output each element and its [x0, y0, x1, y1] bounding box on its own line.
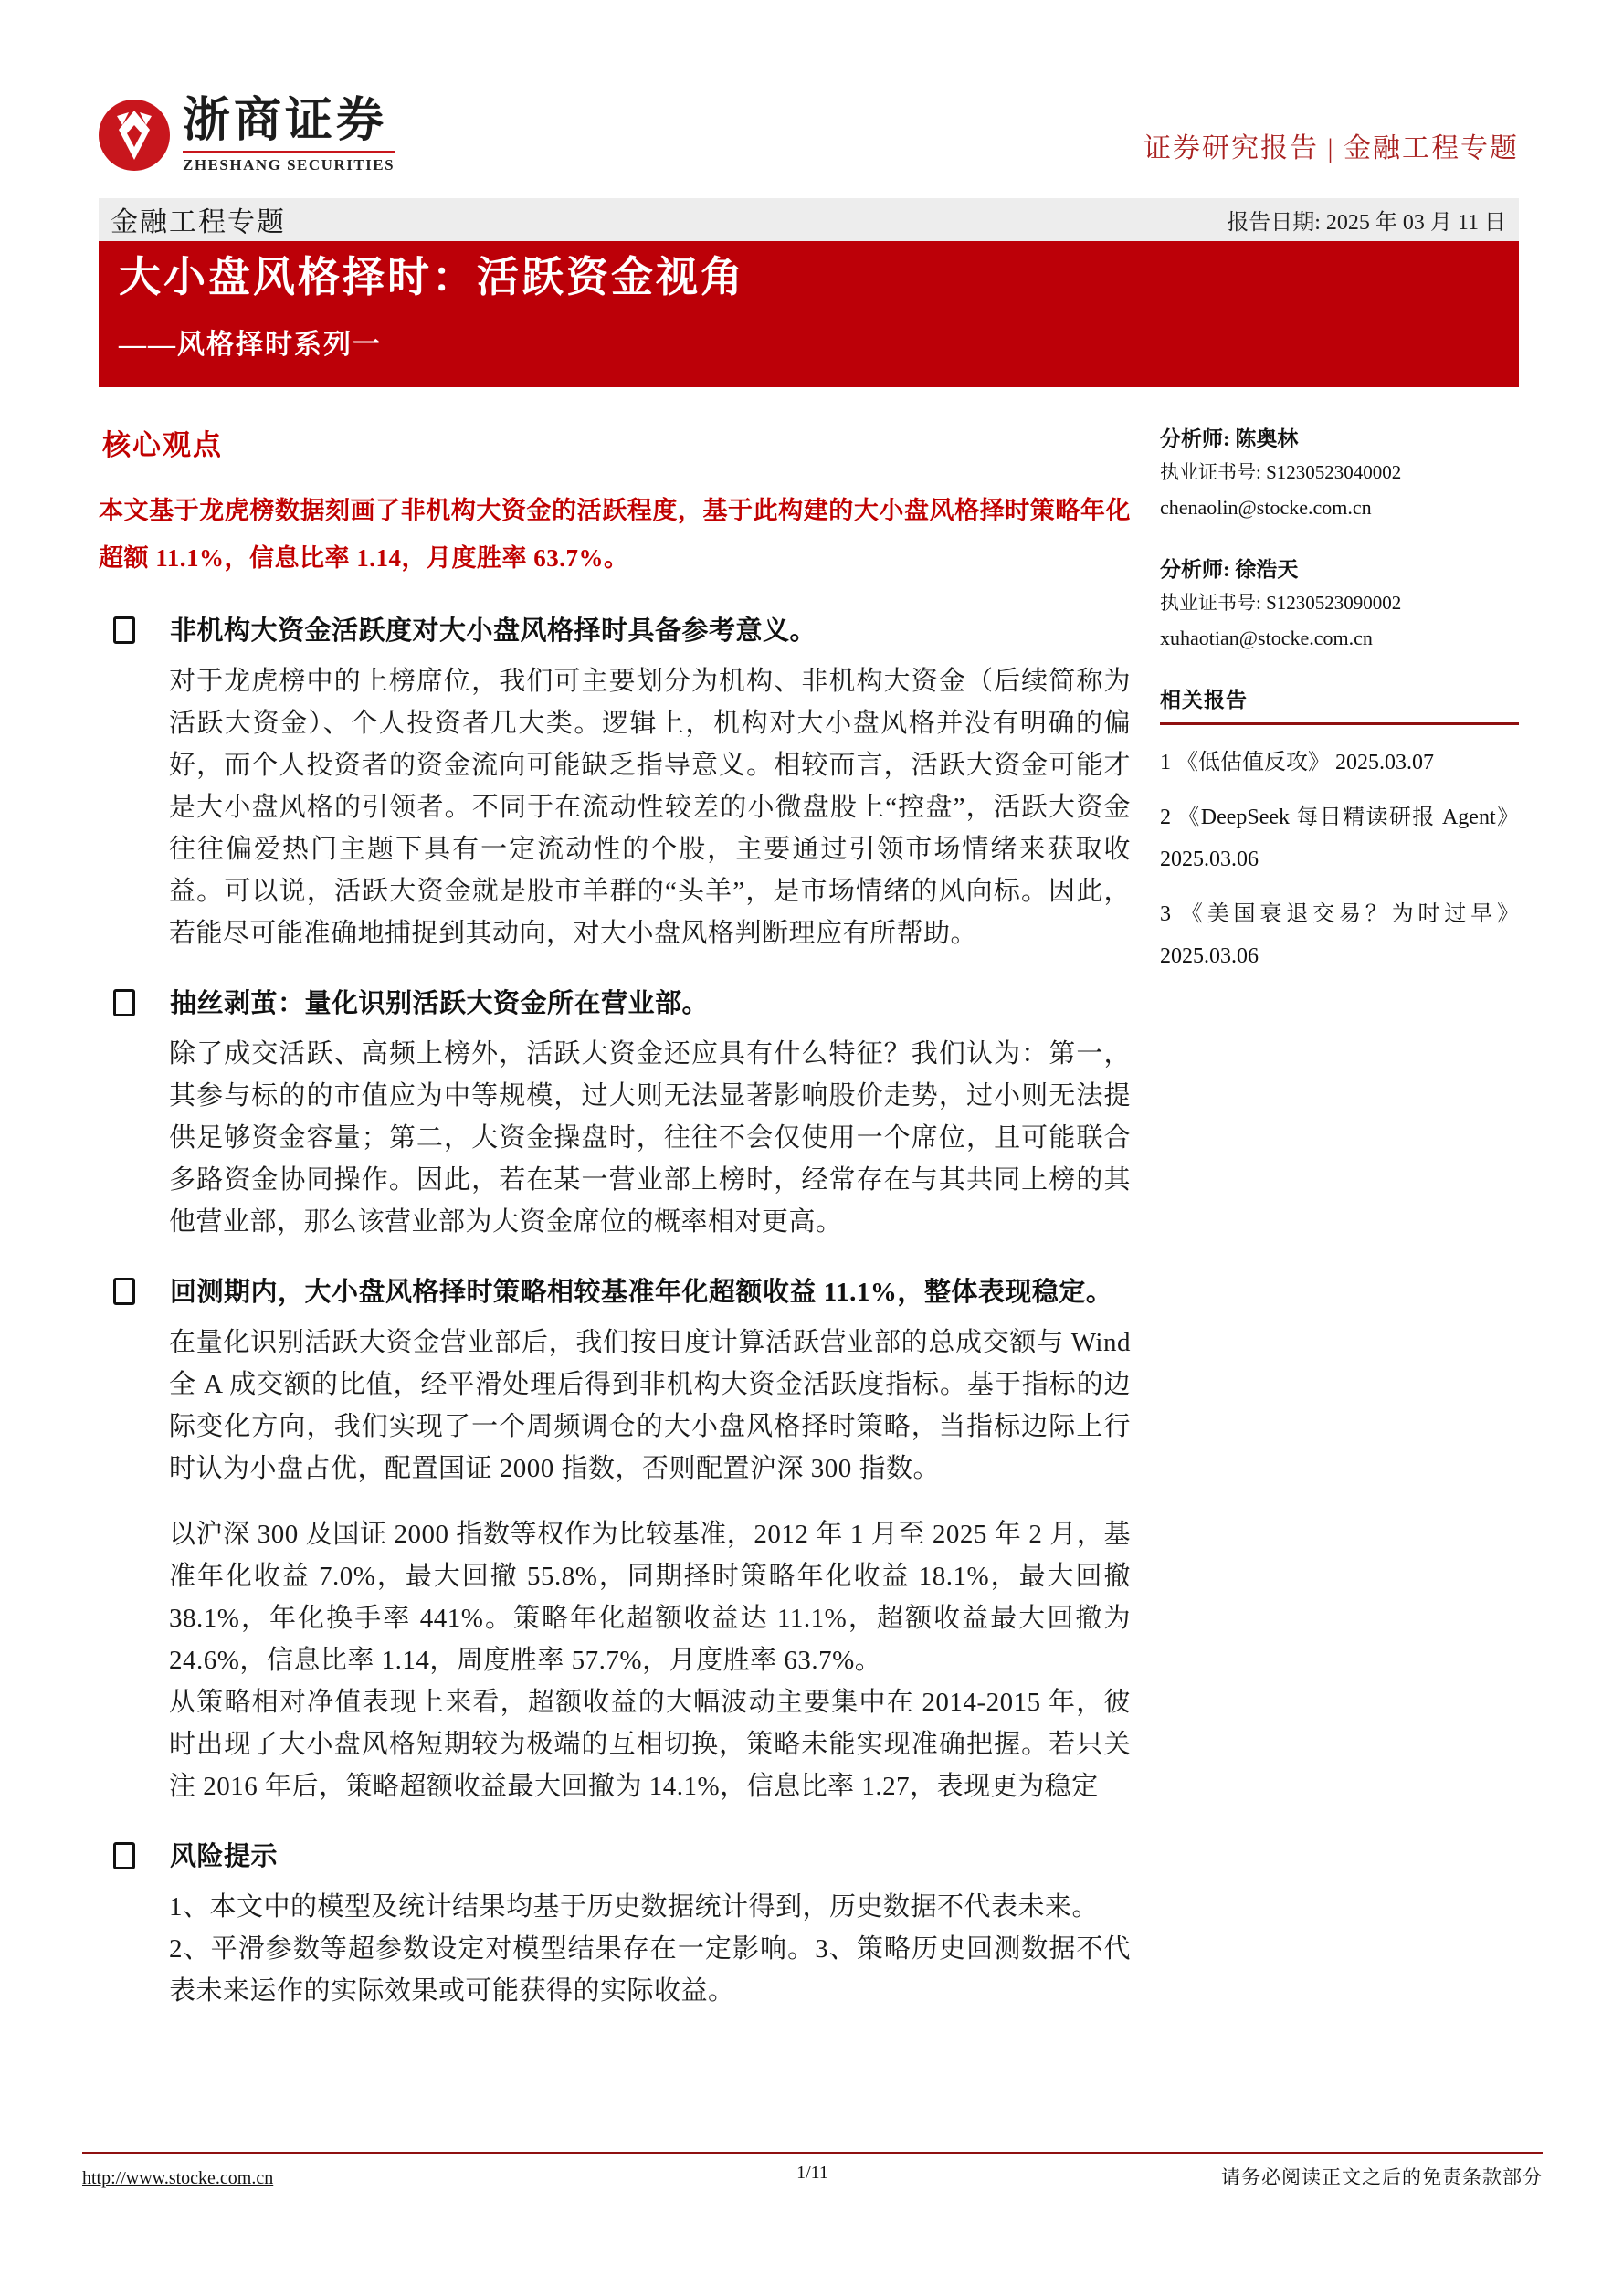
section-paragraph: 1、本文中的模型及统计结果均基于历史数据统计得到，历史数据不代表未来。 [169, 1891, 1100, 1922]
title-banner [99, 241, 1519, 387]
section-identification [99, 984, 1131, 1243]
logo-text [183, 97, 395, 174]
page-number: 1/11 [796, 2163, 828, 2183]
footer-disclaimer-text: 请务必阅读正文之后的免责条款部分 [1221, 2166, 1543, 2188]
main-columns [99, 422, 1519, 2012]
report-date: 报告日期: 2025 年 03 月 11 日 [1227, 210, 1506, 235]
related-report-link[interactable]: 2 《DeepSeek 每日精读研报 Agent》 2025.03.06 [1160, 805, 1519, 871]
core-summary-text: 本文基于龙虎榜数据刻画了非机构大资金的活跃程度，基于此构建的大小盘风格择时策略年化超额 11.1%，信息比率 1.14，月度胜率 63.7%。 [99, 496, 1131, 572]
logo-divider [183, 151, 395, 153]
section-heading: 非机构大资金活跃度对大小盘风格择时具备参考意义。 [170, 616, 817, 646]
zheshang-logo [99, 97, 395, 174]
section-paragraph: 从策略相对净值表现上来看，超额收益的大幅波动主要集中在 2014-2015 年，彼时出现了大小盘风格短期较为极端的互相切换，策略未能实现准确把握。若只关注 2016 年后，策略超额收益最大回撤为 14.1%，信息比率 1.27，表现更为稳定 [169, 1687, 1131, 1801]
section-paragraph: 在量化识别活跃大资金营业部后，我们按日度计算活跃营业部的总成交额与 Wind 全 A 成交额的比值，经平滑处理后得到非机构大资金活跃度指标。基于指标的边际变化方向，我们实现了一个周频调仓的大小盘风格择时策略，当指标边际上行时认为小盘占优，配置国证 2000 指数，否则配置沪深 300 指数。 [169, 1327, 1131, 1483]
section-activity-significance [99, 611, 1131, 954]
bullet-square-icon [113, 1842, 135, 1869]
section-paragraph: 以沪深 300 及国证 2000 指数等权作为比较基准，2012 年 1 月至 2025 年 2 月，基准年化收益 7.0%，最大回撤 55.8%，同期择时策略年化收益 18.1%，最大回撤 38.1%，年化换手率 441%。策略年化超额收益达 11.1%，超额收益最大回撤为 24.6%，信息比率 1.14，周度胜率 57.7%，月度胜率 63.7%。 [169, 1519, 1131, 1675]
analyst-cert-number: 执业证书号: S1230523040002 [1160, 460, 1402, 483]
related-report-link[interactable]: 3 《美国衰退交易？为时过早》 2025.03.06 [1160, 901, 1519, 968]
section-paragraph: 2、平滑参数等超参数设定对模型结果存在一定影响。3、策略历史回测数据不代表未来运作的实际效果或可能获得的实际收益。 [169, 1933, 1131, 2006]
section-heading: 风险提示 [170, 1841, 279, 1871]
analyst-email[interactable]: chenaolin@stocke.com.cn [1160, 495, 1372, 519]
analyst-block [1160, 553, 1519, 650]
report-type-label: 证券研究报告 | 金融工程专题 [1143, 132, 1519, 163]
core-views-column [99, 422, 1131, 2012]
section-heading: 抽丝剥茧：量化识别活跃大资金所在营业部。 [170, 988, 710, 1018]
analyst-block [1160, 422, 1519, 520]
section-heading-row [99, 611, 1131, 651]
category-label: 金融工程专题 [111, 207, 286, 238]
bullet-square-icon [113, 616, 135, 644]
analyst-name: 分析师: 徐浩天 [1160, 557, 1299, 581]
analyst-name: 分析师: 陈奥林 [1160, 427, 1299, 450]
bullet-square-icon [113, 1278, 135, 1305]
analyst-cert-number: 执业证书号: S1230523090002 [1160, 591, 1402, 614]
footer-website-link[interactable]: http://www.stocke.com.cn [82, 2168, 274, 2188]
category-band [99, 198, 1519, 241]
section-paragraph: 对于龙虎榜中的上榜席位，我们可主要划分为机构、非机构大资金（后续简称为活跃大资金）、个人投资者几大类。逻辑上，机构对大小盘风格并没有明确的偏好，而个人投资者的资金流向可能缺乏指导意义。相较而言，活跃大资金可能才是大小盘风格的引领者。不同于在流动性较差的小微盘股上“控盘”，活跃大资金往往偏爱热门主题下具有一定流动性的个股，主要通过引领市场情绪来获取收益。可以说，活跃大资金就是股市羊群的“头羊”，是市场情绪的风向标。因此，若能尽可能准确地捕捉到其动向，对大小盘风格判断理应有所帮助。 [169, 666, 1131, 948]
logo-cn-text: 浙商证券 [183, 95, 388, 147]
logo-en-text: ZHESHANG SECURITIES [183, 155, 395, 174]
sidebar-column [1160, 422, 1519, 2012]
report-title: 大小盘风格择时：活跃资金视角 [119, 253, 745, 300]
related-reports-heading: 相关报告 [1160, 683, 1519, 725]
bullet-square-icon [113, 989, 135, 1016]
section-backtest [99, 1272, 1131, 1807]
section-paragraph: 除了成交活跃、高频上榜外，活跃大资金还应具有什么特征？我们认为：第一，其参与标的的市值应为中等规模，过大则无法显著影响股价走势，过小则无法提供足够资金容量；第二，大资金操盘时，往往不会仅使用一个席位，且可能联合多路资金协同操作。因此，若在某一营业部上榜时，经常存在与其共同上榜的其他营业部，那么该营业部为大资金席位的概率相对更高。 [169, 1038, 1131, 1237]
section-heading-row [99, 1272, 1131, 1312]
related-report-link[interactable]: 1 《低估值反攻》 2025.03.07 [1160, 750, 1434, 774]
page-footer [82, 2152, 1543, 2190]
header [99, 97, 1519, 174]
section-risk [99, 1837, 1131, 2012]
analyst-email[interactable]: xuhaotian@stocke.com.cn [1160, 626, 1373, 649]
report-subtitle: ——风格择时系列一 [119, 330, 382, 361]
zheshang-logo-icon [99, 100, 170, 171]
section-heading-row [99, 1837, 1131, 1877]
section-heading: 回测期内，大小盘风格择时策略相较基准年化超额收益 11.1%，整体表现稳定。 [170, 1277, 1113, 1307]
section-heading-row [99, 984, 1131, 1024]
core-views-heading: 核心观点 [102, 428, 223, 461]
